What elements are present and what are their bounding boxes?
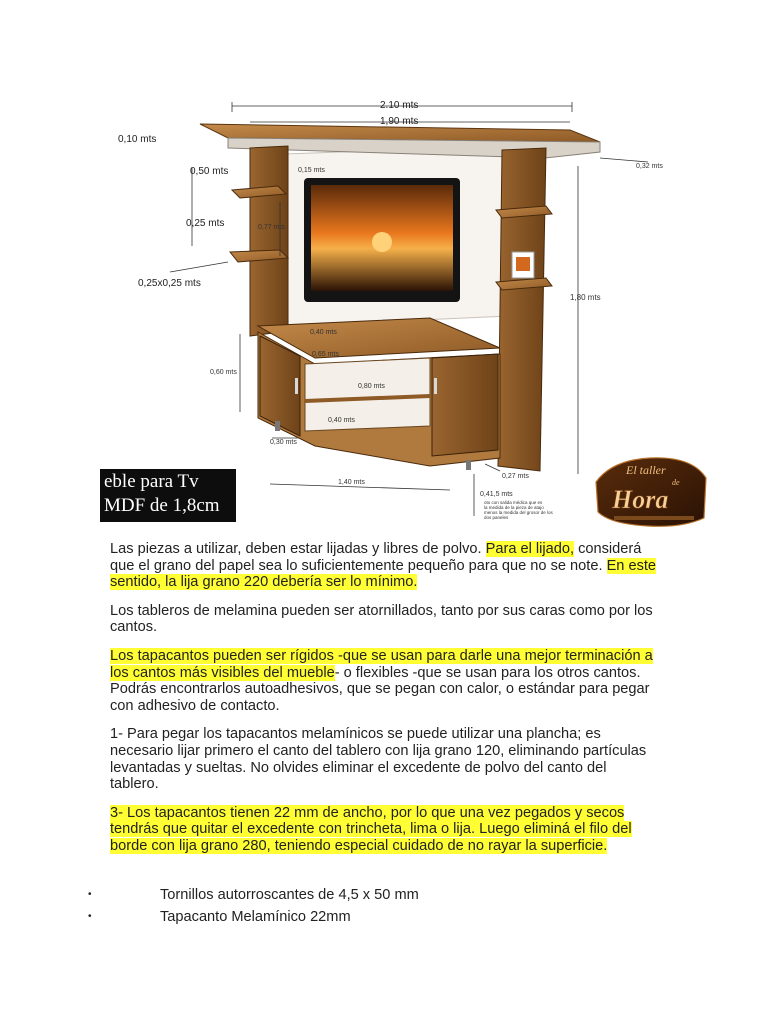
paragraph-4: 1- Para pegar los tapacantos melamínicos se puede utilizar una plancha; es necesario lijar primero el canto del tablero con lija grano 120, eliminando partículas levantadas y sueltas. No olvides eliminar el excedente de polvo del canto del tablero. [110,726,647,793]
dim-080: 0,80 mts [358,383,385,390]
list-item-text: Tornillos autorroscantes de 4,5 x 50 mm [160,887,419,903]
logo-text-2: de [672,478,680,487]
note-line-1: oto con salida médica que es [484,500,543,505]
dim-210: 2.10 mts [380,100,419,111]
dim-015: 0,15 mts [298,167,325,174]
paragraph-3-highlight: Los tapacantos pueden ser rígidos -que se usan para darle una mejor terminación a los cantos más visibles del mueble [110,647,653,681]
paragraph-5 [110,805,658,855]
list-item-text: Tapacanto Melamínico 22mm [160,908,351,925]
door-handle-right [434,378,437,394]
dim-010: 0,10 mts [118,134,157,145]
dim-140: 1,40 mts [338,479,365,486]
paragraph-1 [110,541,658,591]
el-taller-de-hora-logo [592,452,710,530]
bullet-dot: • [88,910,92,922]
title-banner [100,469,236,522]
cabinet-open-center [305,358,430,431]
tv-sun [372,232,392,252]
logo-text-1: El taller [626,463,666,477]
note-line-2: la medida de la pieza de atajo [484,505,544,510]
dim-077: 0,77 mts [258,224,285,231]
dim-190: 1,90 mts [380,116,419,127]
paragraph-1-highlight-1: Para el lijado, [485,541,575,557]
logo-text-3: Hora [612,485,669,514]
banner-line-2: MDF de 1,8cm [104,495,220,516]
list-item [84,887,419,904]
dim-030: 0,30 mts [270,439,297,446]
dim-180: 1,80 mts [570,293,601,302]
note-line-4: dos paneles [484,515,509,520]
dim-025: 0,25 mts [186,218,225,229]
cabinet-foot-1 [275,421,280,431]
cabinet-door-right [432,354,498,456]
dim-025x025: 0,25x0,25 mts [138,278,201,289]
paragraph-3-b: - o flexibles -que se usan para los otros cantos. Podrás encontrarlos autoadhesivos, que se pegan con calor, o estándar para pegar con adhesivo de contacto. [110,664,650,714]
paragraph-1-c: considerá que el grano del papel sea lo suficientemente pequeño para que no se note. [110,541,642,574]
paragraph-3 [110,648,658,714]
paragraph-2: Los tableros de melamina pueden ser atornillados, tanto por sus caras como por los cantos. [110,602,653,636]
cabinet-foot-2 [466,460,471,470]
left-column [250,146,288,336]
door-handle-left [295,378,298,394]
dim-032: 0,32 mts [636,163,663,170]
materials-list [84,887,419,930]
dim-040a: 0,40 mts [310,329,337,336]
dim-065: 0,65 mts [312,351,339,358]
paragraph-1-a: Las piezas a utilizar, deben estar lijadas y libres de polvo. [110,541,486,557]
picture-frame-photo [516,257,530,271]
dim-027: 0,27 mts [502,473,529,480]
list-item [84,909,419,926]
paragraph-5-highlight: 3- Los tapacantos tienen 22 mm de ancho, por lo que una vez pegados y secos tendrás que quitar el excedente con trincheta, lima o lija. Luego eliminá el filo del borde con lija grano 280, teniendo especial cuidado de no rayar la superficie. [110,804,632,854]
dim-0415: 0,41,5 mts [480,491,513,498]
note-line-3: menos la medida del grosor de los [484,510,553,515]
dim-060: 0,60 mts [210,369,237,376]
body-text [110,541,658,867]
paragraph-1-highlight-2: En este sentido, la lija grano 220 debería ser lo mínimo. [110,557,657,591]
dim-040b: 0,40 mts [328,417,355,424]
dim-050: 0,50 mts [190,166,229,177]
banner-line-1: eble para Tv [104,471,199,492]
right-column [498,148,546,471]
bullet-dot: • [88,889,92,900]
